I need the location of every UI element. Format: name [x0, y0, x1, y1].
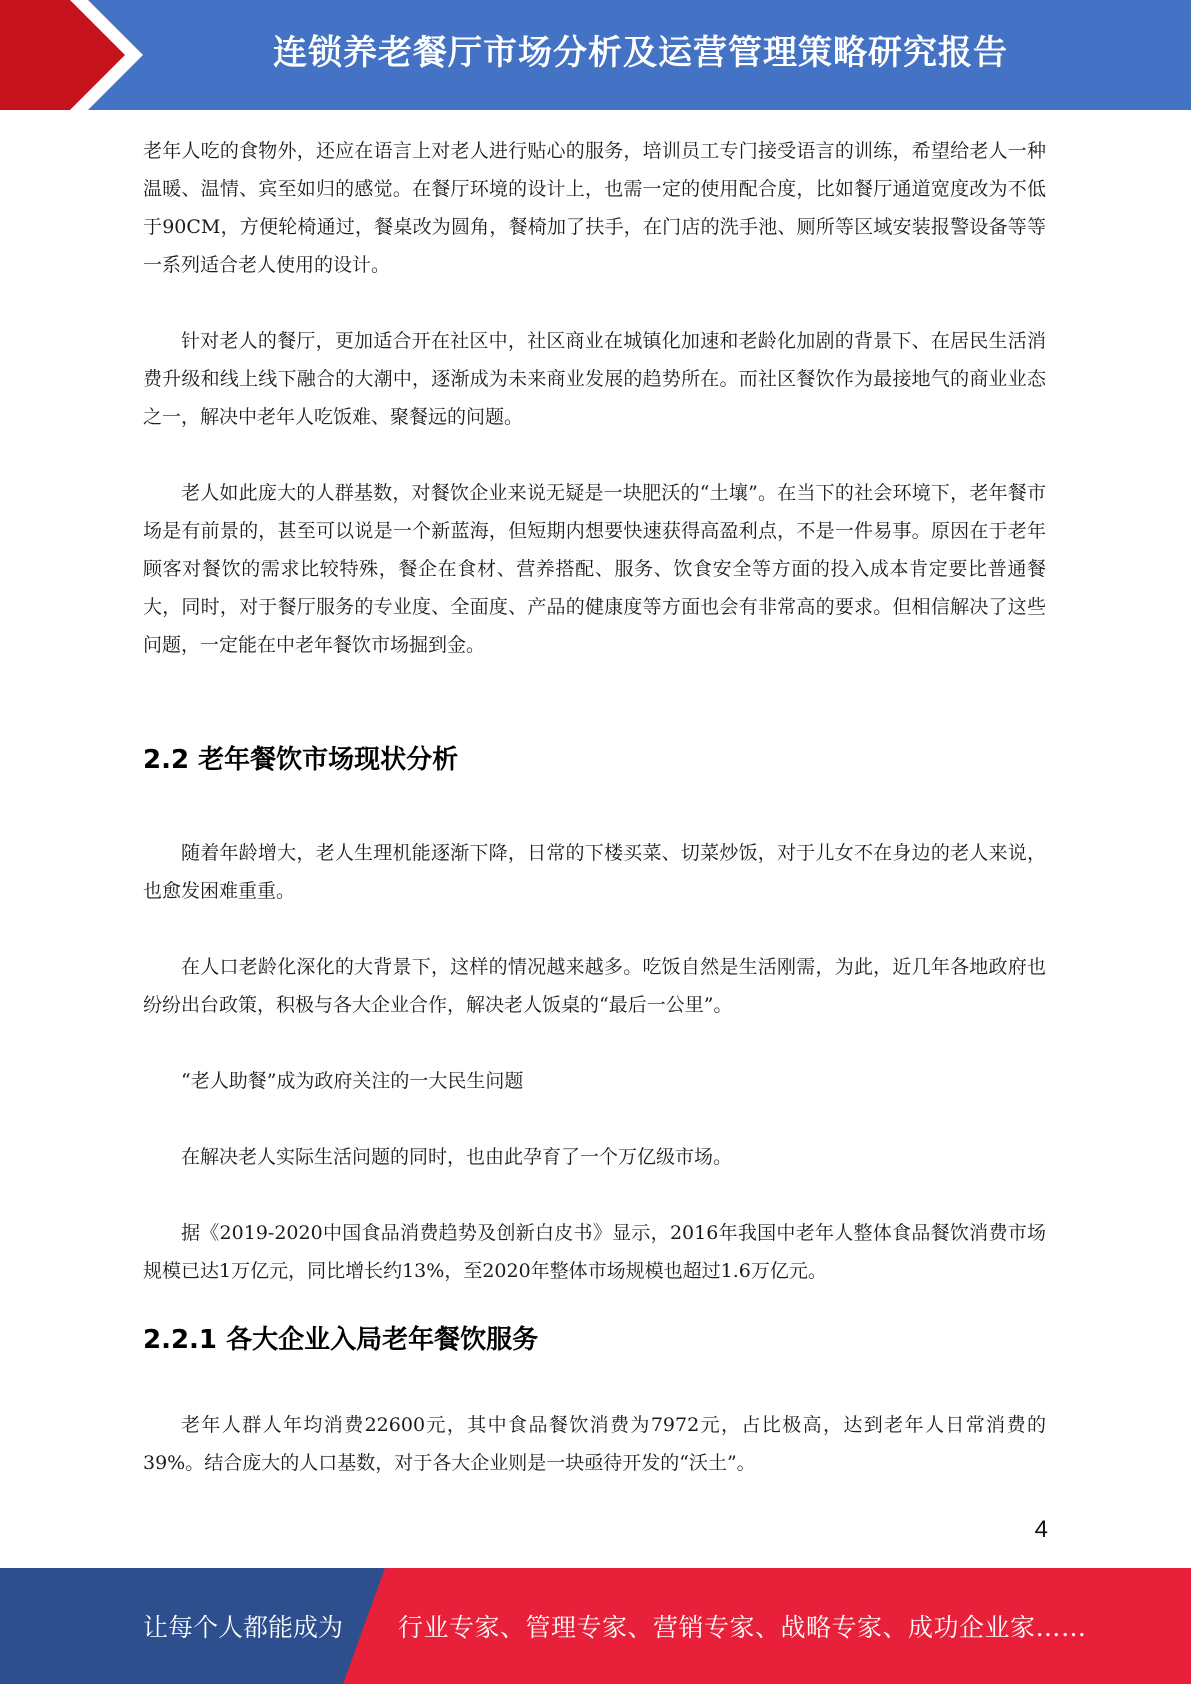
page-content	[143, 132, 1046, 1482]
page-footer	[0, 1568, 1191, 1684]
paragraph-trillion-market: 在解决老人实际生活问题的同时，也由此孕育了一个万亿级市场。	[181, 1146, 733, 1168]
section-heading-2-2-1: 2.2.1 各大企业入局老年餐饮服务	[143, 1325, 539, 1355]
footer-slogan-right: 行业专家、管理专家、营销专家、战略专家、成功企业家……	[398, 1613, 1087, 1642]
report-title: 连锁养老餐厅市场分析及运营管理策略研究报告	[273, 33, 1008, 73]
paragraph-whitepaper-data: 据《2019-2020中国食品消费趋势及创新白皮书》显示，2016年我国中老年人整体食品餐饮消费市场规模已达1万亿元，同比增长约13%，至2020年整体市场规模也超过1.6万亿元。	[143, 1222, 1046, 1282]
page-header	[0, 0, 1191, 110]
section-heading-2-2: 2.2 老年餐饮市场现状分析	[143, 745, 459, 775]
footer-slogan-left: 让每个人都能成为	[143, 1613, 344, 1642]
paragraph-meal-assistance: “老人助餐”成为政府关注的一大民生问题	[181, 1070, 524, 1092]
page-number: 4	[1034, 1516, 1048, 1543]
paragraph-community-dining: 针对老人的餐厅，更加适合开在社区中，社区商业在城镇化加速和老龄化加剧的背景下、在居民生活消费升级和线上线下融合的大潮中，逐渐成为未来商业发展的趋势所在。而社区餐饮作为最接地气的商业业态之一，解决中老年人吃饭难、聚餐远的问题。	[143, 330, 1046, 428]
paragraph-consumption-stats: 老年人群人年均消费22600元，其中食品餐饮消费为7972元，占比极高，达到老年人日常消费的39%。结合庞大的人口基数，对于各大企业则是一块亟待开发的“沃土”。	[143, 1414, 1046, 1474]
paragraph-service-design: 老年人吃的食物外，还应在语言上对老人进行贴心的服务，培训员工专门接受语言的训练，希望给老人一种温暖、温情、宾至如归的感觉。在餐厅环境的设计上，也需一定的使用配合度，比如餐厅通道宽度改为不低于90CM，方便轮椅通过，餐桌改为圆角，餐椅加了扶手，在门店的洗手池、厕所等区域安装报警设备等等一系列适合老人使用的设计。	[143, 140, 1046, 276]
paragraph-market-prospect: 老人如此庞大的人群基数，对餐饮企业来说无疑是一块肥沃的“土壤”。在当下的社会环境下，老年餐市场是有前景的，甚至可以说是一个新蓝海，但短期内想要快速获得高盈利点，不是一件易事。原因在于老年顾客对餐饮的需求比较特殊，餐企在食材、营养搭配、服务、饮食安全等方面的投入成本肯定要比普通餐大，同时，对于餐厅服务的专业度、全面度、产品的健康度等方面也会有非常高的要求。但相信解决了这些问题，一定能在中老年餐饮市场掘到金。	[143, 482, 1046, 656]
header-arrow-decoration	[0, 0, 160, 110]
paragraph-government-policy: 在人口老龄化深化的大背景下，这样的情况越来越多。吃饭自然是生活刚需，为此，近几年各地政府也纷纷出台政策，积极与各大企业合作，解决老人饭桌的“最后一公里”。	[143, 956, 1046, 1016]
paragraph-aging-difficulty: 随着年龄增大，老人生理机能逐渐下降，日常的下楼买菜、切菜炒饭，对于儿女不在身边的老人来说，也愈发困难重重。	[143, 842, 1046, 902]
